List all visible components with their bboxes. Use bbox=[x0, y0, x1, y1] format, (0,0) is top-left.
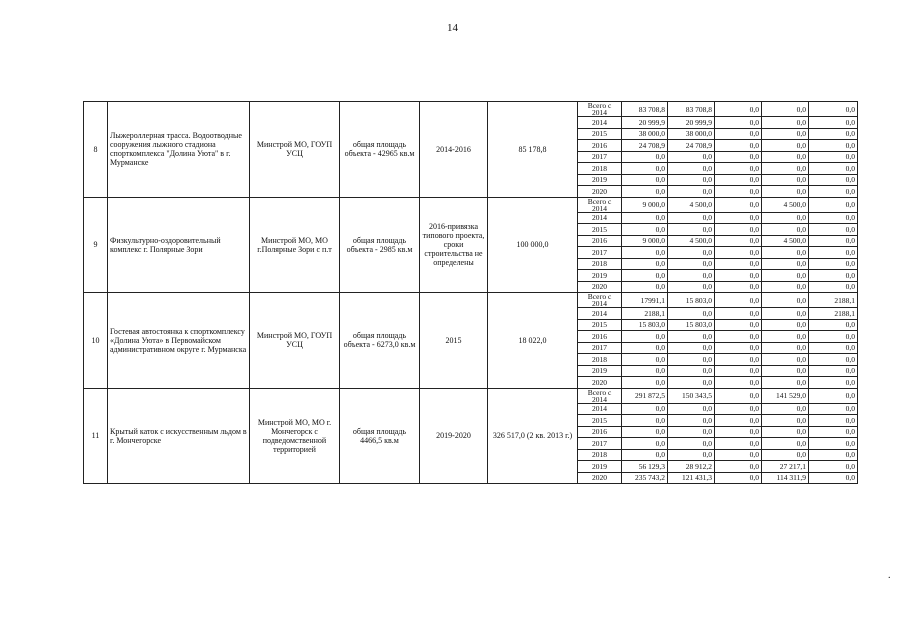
value-cell: 0,0 bbox=[622, 174, 668, 186]
value-cell: 0,0 bbox=[668, 308, 715, 320]
value-cell: 0,0 bbox=[715, 319, 762, 331]
value-cell: 0,0 bbox=[622, 247, 668, 259]
value-cell: 0,0 bbox=[668, 377, 715, 389]
capacity: общая площадь объекта - 2985 кв.м bbox=[340, 197, 420, 293]
value-cell: 2188,1 bbox=[809, 308, 858, 320]
value-cell: 0,0 bbox=[762, 163, 809, 175]
value-cell: 0,0 bbox=[715, 212, 762, 224]
year-cell: 2020 bbox=[578, 472, 622, 484]
object-name: Физкультурно-оздоровительный комплекс г. Полярные Зори bbox=[108, 197, 250, 293]
value-cell: 0,0 bbox=[622, 438, 668, 450]
investment-table bbox=[83, 101, 858, 484]
value-cell: 0,0 bbox=[762, 212, 809, 224]
value-cell: 0,0 bbox=[668, 354, 715, 366]
value-cell: 0,0 bbox=[715, 270, 762, 282]
executor: Минстрой МО, ГОУП УСЦ bbox=[250, 102, 340, 198]
value-cell: 0,0 bbox=[715, 102, 762, 117]
value-cell: 20 999,9 bbox=[668, 117, 715, 129]
value-cell: 4 500,0 bbox=[668, 235, 715, 247]
year-cell: 2020 bbox=[578, 186, 622, 198]
value-cell: 0,0 bbox=[762, 426, 809, 438]
year-cell: 2016 bbox=[578, 331, 622, 343]
value-cell: 0,0 bbox=[809, 117, 858, 129]
value-cell: 9 000,0 bbox=[622, 197, 668, 212]
year-cell: 2017 bbox=[578, 151, 622, 163]
value-cell: 15 803,0 bbox=[668, 293, 715, 308]
value-cell: 0,0 bbox=[668, 426, 715, 438]
trailing-mark: . bbox=[888, 570, 891, 581]
value-cell: 0,0 bbox=[809, 319, 858, 331]
value-cell: 0,0 bbox=[622, 331, 668, 343]
value-cell: 0,0 bbox=[715, 308, 762, 320]
object-name: Лыжероллерная трасса. Водоотводные сооружения лыжного стадиона спорткомплекса "Долина Уюта" в г. Мурманске bbox=[108, 102, 250, 198]
value-cell: 0,0 bbox=[668, 224, 715, 236]
value-cell: 0,0 bbox=[622, 354, 668, 366]
value-cell: 235 743,2 bbox=[622, 472, 668, 484]
object-name: Гостевая автостоянка к спорткомплексу «Долина Уюта» в Первомайском административном округе г. Мурманска bbox=[108, 293, 250, 389]
year-cell: Всего с 2014 bbox=[578, 102, 622, 117]
value-cell: 0,0 bbox=[809, 461, 858, 473]
value-cell: 0,0 bbox=[715, 163, 762, 175]
value-cell: 0,0 bbox=[715, 426, 762, 438]
row-number: 8 bbox=[84, 102, 108, 198]
value-cell: 114 311,9 bbox=[762, 472, 809, 484]
value-cell: 0,0 bbox=[715, 449, 762, 461]
value-cell: 0,0 bbox=[622, 163, 668, 175]
value-cell: 0,0 bbox=[715, 281, 762, 293]
value-cell: 0,0 bbox=[762, 308, 809, 320]
year-cell: 2014 bbox=[578, 117, 622, 129]
object-name: Крытый каток с искусственным льдом в г. Мончегорске bbox=[108, 388, 250, 484]
page-number: 14 bbox=[447, 22, 458, 34]
value-cell: 0,0 bbox=[809, 388, 858, 403]
value-cell: 9 000,0 bbox=[622, 235, 668, 247]
value-cell: 0,0 bbox=[762, 151, 809, 163]
value-cell: 0,0 bbox=[668, 331, 715, 343]
year-cell: 2016 bbox=[578, 426, 622, 438]
row-number: 10 bbox=[84, 293, 108, 389]
value-cell: 0,0 bbox=[762, 354, 809, 366]
value-cell: 0,0 bbox=[668, 415, 715, 427]
value-cell: 0,0 bbox=[668, 163, 715, 175]
value-cell: 0,0 bbox=[809, 377, 858, 389]
executor: Минстрой МО, МО г. Мончегорск с подведомственной территорией bbox=[250, 388, 340, 484]
value-cell: 0,0 bbox=[622, 415, 668, 427]
value-cell: 28 912,2 bbox=[668, 461, 715, 473]
value-cell: 150 343,5 bbox=[668, 388, 715, 403]
value-cell: 0,0 bbox=[622, 270, 668, 282]
value-cell: 0,0 bbox=[715, 247, 762, 259]
year-cell: Всего с 2014 bbox=[578, 293, 622, 308]
construction-term: 2015 bbox=[420, 293, 488, 389]
value-cell: 0,0 bbox=[668, 365, 715, 377]
value-cell: 0,0 bbox=[809, 186, 858, 198]
value-cell: 0,0 bbox=[622, 365, 668, 377]
year-cell: 2014 bbox=[578, 403, 622, 415]
value-cell: 0,0 bbox=[715, 117, 762, 129]
value-cell: 0,0 bbox=[715, 403, 762, 415]
value-cell: 0,0 bbox=[809, 415, 858, 427]
executor: Минстрой МО, МО г.Полярные Зори с п.т bbox=[250, 197, 340, 293]
value-cell: 0,0 bbox=[809, 426, 858, 438]
value-cell: 0,0 bbox=[622, 449, 668, 461]
value-cell: 0,0 bbox=[809, 197, 858, 212]
year-cell: 2019 bbox=[578, 270, 622, 282]
value-cell: 0,0 bbox=[715, 128, 762, 140]
value-cell: 0,0 bbox=[809, 128, 858, 140]
table-body bbox=[84, 102, 858, 484]
value-cell: 0,0 bbox=[809, 258, 858, 270]
value-cell: 0,0 bbox=[809, 151, 858, 163]
construction-term: 2016-привязка типового проекта, сроки строительства не определены bbox=[420, 197, 488, 293]
value-cell: 0,0 bbox=[762, 377, 809, 389]
year-cell: 2015 bbox=[578, 128, 622, 140]
value-cell: 0,0 bbox=[622, 258, 668, 270]
year-cell: 2017 bbox=[578, 247, 622, 259]
value-cell: 0,0 bbox=[809, 281, 858, 293]
value-cell: 0,0 bbox=[809, 174, 858, 186]
value-cell: 0,0 bbox=[668, 151, 715, 163]
value-cell: 0,0 bbox=[622, 151, 668, 163]
value-cell: 0,0 bbox=[715, 365, 762, 377]
row-number: 11 bbox=[84, 388, 108, 484]
value-cell: 0,0 bbox=[715, 258, 762, 270]
value-cell: 38 000,0 bbox=[622, 128, 668, 140]
value-cell: 0,0 bbox=[668, 186, 715, 198]
value-cell: 0,0 bbox=[668, 212, 715, 224]
value-cell: 0,0 bbox=[762, 140, 809, 152]
value-cell: 0,0 bbox=[622, 426, 668, 438]
value-cell: 4 500,0 bbox=[762, 197, 809, 212]
value-cell: 0,0 bbox=[668, 449, 715, 461]
value-cell: 17991,1 bbox=[622, 293, 668, 308]
value-cell: 0,0 bbox=[668, 247, 715, 259]
value-cell: 0,0 bbox=[809, 163, 858, 175]
value-cell: 0,0 bbox=[622, 342, 668, 354]
value-cell: 4 500,0 bbox=[762, 235, 809, 247]
value-cell: 2188,1 bbox=[809, 293, 858, 308]
value-cell: 83 708,8 bbox=[622, 102, 668, 117]
value-cell: 56 129,3 bbox=[622, 461, 668, 473]
value-cell: 0,0 bbox=[715, 354, 762, 366]
value-cell: 0,0 bbox=[668, 438, 715, 450]
table-row bbox=[84, 197, 858, 212]
value-cell: 0,0 bbox=[762, 293, 809, 308]
value-cell: 0,0 bbox=[715, 224, 762, 236]
value-cell: 0,0 bbox=[762, 174, 809, 186]
value-cell: 0,0 bbox=[809, 247, 858, 259]
value-cell: 0,0 bbox=[668, 342, 715, 354]
value-cell: 0,0 bbox=[762, 281, 809, 293]
value-cell: 0,0 bbox=[809, 331, 858, 343]
value-cell: 0,0 bbox=[809, 354, 858, 366]
value-cell: 24 708,9 bbox=[622, 140, 668, 152]
estimated-cost: 326 517,0 (2 кв. 2013 г.) bbox=[488, 388, 578, 484]
value-cell: 0,0 bbox=[762, 247, 809, 259]
value-cell: 0,0 bbox=[762, 403, 809, 415]
value-cell: 0,0 bbox=[809, 342, 858, 354]
capacity: общая площадь объекта - 6273,0 кв.м bbox=[340, 293, 420, 389]
value-cell: 0,0 bbox=[622, 281, 668, 293]
capacity: общая площадь 4466,5 кв.м bbox=[340, 388, 420, 484]
capacity: общая площадь объекта - 42965 кв.м bbox=[340, 102, 420, 198]
table-row bbox=[84, 102, 858, 117]
value-cell: 0,0 bbox=[715, 197, 762, 212]
value-cell: 0,0 bbox=[715, 140, 762, 152]
estimated-cost: 18 022,0 bbox=[488, 293, 578, 389]
value-cell: 0,0 bbox=[809, 449, 858, 461]
year-cell: 2018 bbox=[578, 354, 622, 366]
value-cell: 0,0 bbox=[809, 472, 858, 484]
year-cell: Всего с 2014 bbox=[578, 388, 622, 403]
value-cell: 20 999,9 bbox=[622, 117, 668, 129]
value-cell: 0,0 bbox=[715, 186, 762, 198]
value-cell: 121 431,3 bbox=[668, 472, 715, 484]
value-cell: 27 217,1 bbox=[762, 461, 809, 473]
table-row bbox=[84, 293, 858, 308]
value-cell: 0,0 bbox=[809, 438, 858, 450]
value-cell: 0,0 bbox=[715, 342, 762, 354]
executor: Минстрой МО, ГОУП УСЦ bbox=[250, 293, 340, 389]
year-cell: 2015 bbox=[578, 415, 622, 427]
value-cell: 0,0 bbox=[622, 186, 668, 198]
year-cell: Всего с 2014 bbox=[578, 197, 622, 212]
value-cell: 0,0 bbox=[809, 224, 858, 236]
value-cell: 24 708,9 bbox=[668, 140, 715, 152]
year-cell: 2019 bbox=[578, 174, 622, 186]
value-cell: 0,0 bbox=[762, 319, 809, 331]
value-cell: 0,0 bbox=[809, 102, 858, 117]
value-cell: 0,0 bbox=[715, 472, 762, 484]
value-cell: 0,0 bbox=[809, 403, 858, 415]
row-number: 9 bbox=[84, 197, 108, 293]
value-cell: 38 000,0 bbox=[668, 128, 715, 140]
value-cell: 4 500,0 bbox=[668, 197, 715, 212]
value-cell: 0,0 bbox=[762, 186, 809, 198]
value-cell: 0,0 bbox=[809, 365, 858, 377]
value-cell: 0,0 bbox=[809, 140, 858, 152]
value-cell: 0,0 bbox=[809, 235, 858, 247]
value-cell: 0,0 bbox=[668, 174, 715, 186]
value-cell: 0,0 bbox=[762, 331, 809, 343]
value-cell: 0,0 bbox=[715, 235, 762, 247]
value-cell: 0,0 bbox=[622, 377, 668, 389]
year-cell: 2018 bbox=[578, 449, 622, 461]
value-cell: 141 529,0 bbox=[762, 388, 809, 403]
value-cell: 0,0 bbox=[762, 415, 809, 427]
value-cell: 0,0 bbox=[715, 151, 762, 163]
value-cell: 0,0 bbox=[668, 281, 715, 293]
value-cell: 0,0 bbox=[668, 403, 715, 415]
value-cell: 0,0 bbox=[762, 449, 809, 461]
value-cell: 83 708,8 bbox=[668, 102, 715, 117]
value-cell: 0,0 bbox=[762, 270, 809, 282]
value-cell: 0,0 bbox=[762, 342, 809, 354]
table-row bbox=[84, 388, 858, 403]
value-cell: 2188,1 bbox=[622, 308, 668, 320]
value-cell: 0,0 bbox=[715, 331, 762, 343]
value-cell: 15 803,0 bbox=[622, 319, 668, 331]
year-cell: 2015 bbox=[578, 319, 622, 331]
year-cell: 2020 bbox=[578, 377, 622, 389]
value-cell: 0,0 bbox=[762, 224, 809, 236]
year-cell: 2020 bbox=[578, 281, 622, 293]
value-cell: 0,0 bbox=[715, 293, 762, 308]
value-cell: 0,0 bbox=[715, 388, 762, 403]
value-cell: 0,0 bbox=[762, 102, 809, 117]
year-cell: 2016 bbox=[578, 140, 622, 152]
value-cell: 0,0 bbox=[762, 438, 809, 450]
value-cell: 0,0 bbox=[762, 365, 809, 377]
year-cell: 2017 bbox=[578, 438, 622, 450]
year-cell: 2018 bbox=[578, 258, 622, 270]
value-cell: 0,0 bbox=[809, 270, 858, 282]
value-cell: 0,0 bbox=[668, 258, 715, 270]
year-cell: 2018 bbox=[578, 163, 622, 175]
year-cell: 2017 bbox=[578, 342, 622, 354]
value-cell: 0,0 bbox=[715, 438, 762, 450]
value-cell: 0,0 bbox=[622, 224, 668, 236]
year-cell: 2014 bbox=[578, 308, 622, 320]
value-cell: 0,0 bbox=[715, 377, 762, 389]
value-cell: 0,0 bbox=[715, 174, 762, 186]
construction-term: 2019-2020 bbox=[420, 388, 488, 484]
value-cell: 15 803,0 bbox=[668, 319, 715, 331]
value-cell: 0,0 bbox=[622, 212, 668, 224]
estimated-cost: 85 178,8 bbox=[488, 102, 578, 198]
value-cell: 0,0 bbox=[715, 415, 762, 427]
year-cell: 2014 bbox=[578, 212, 622, 224]
year-cell: 2019 bbox=[578, 365, 622, 377]
value-cell: 0,0 bbox=[762, 258, 809, 270]
year-cell: 2015 bbox=[578, 224, 622, 236]
value-cell: 0,0 bbox=[762, 117, 809, 129]
value-cell: 0,0 bbox=[622, 403, 668, 415]
value-cell: 291 872,5 bbox=[622, 388, 668, 403]
year-cell: 2019 bbox=[578, 461, 622, 473]
value-cell: 0,0 bbox=[809, 212, 858, 224]
value-cell: 0,0 bbox=[762, 128, 809, 140]
construction-term: 2014-2016 bbox=[420, 102, 488, 198]
value-cell: 0,0 bbox=[715, 461, 762, 473]
value-cell: 0,0 bbox=[668, 270, 715, 282]
year-cell: 2016 bbox=[578, 235, 622, 247]
estimated-cost: 100 000,0 bbox=[488, 197, 578, 293]
